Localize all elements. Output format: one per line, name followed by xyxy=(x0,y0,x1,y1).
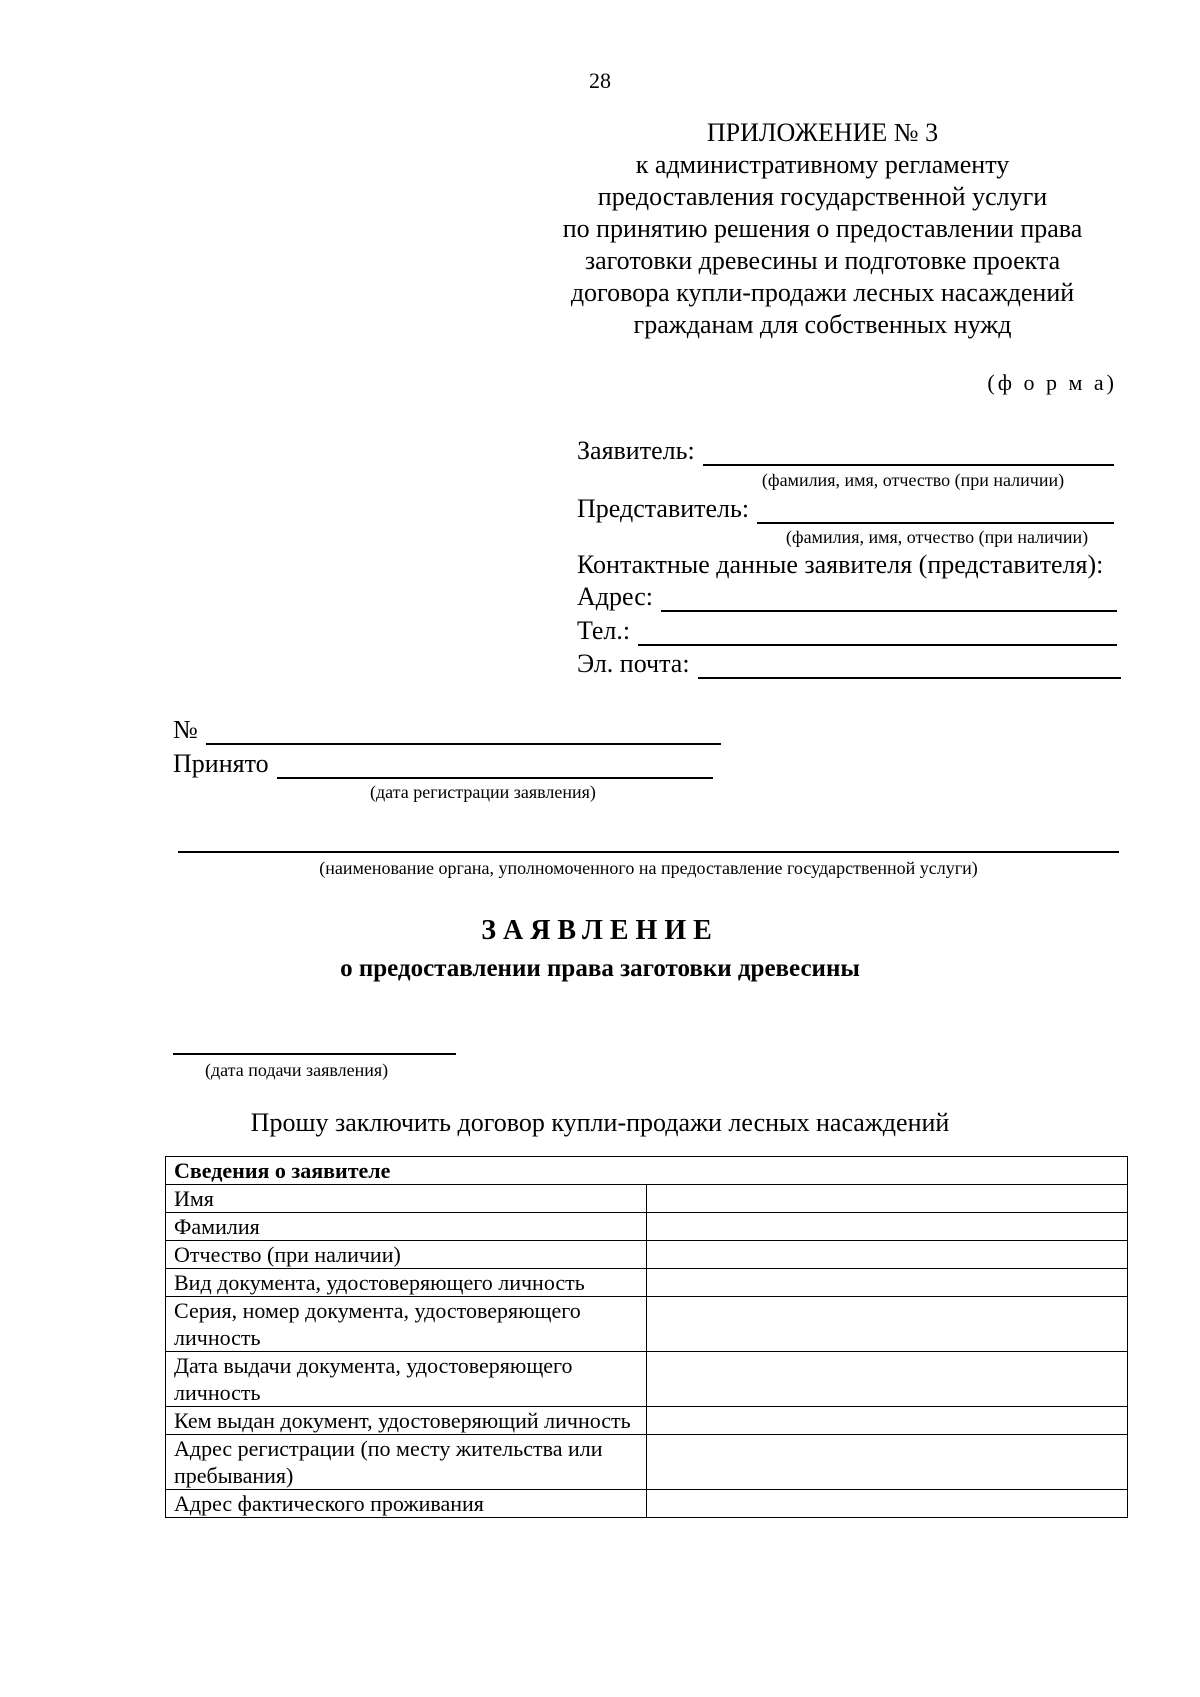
table-row xyxy=(166,1435,1128,1490)
page-number: 28 xyxy=(589,68,611,93)
phone-label: Тел.: xyxy=(577,616,631,645)
appendix-line: по принятию решения о предоставлении права xyxy=(562,214,1083,243)
table-row xyxy=(166,1297,1128,1352)
row-value-actual-address[interactable] xyxy=(647,1490,1128,1518)
row-value-id-issuer[interactable] xyxy=(647,1407,1128,1435)
phone-field[interactable] xyxy=(577,616,1117,646)
number-sign: № xyxy=(173,715,198,744)
accepted-label: Принято xyxy=(173,749,269,778)
appendix-line: договора купли-продажи лесных насаждений xyxy=(570,278,1075,307)
representative-field[interactable] xyxy=(577,494,1114,524)
row-value-first-name[interactable] xyxy=(647,1185,1128,1213)
row-label-first-name: Имя xyxy=(166,1185,647,1213)
request-text: Прошу заключить договор купли-продажи лесных насаждений xyxy=(250,1108,950,1137)
appendix-line: предоставления государственной услуги xyxy=(597,182,1048,211)
authority-hint: (наименование органа, уполномоченного на предоставление государственной услуги) xyxy=(319,858,978,878)
address-line[interactable] xyxy=(661,584,1117,612)
email-field[interactable] xyxy=(577,649,1121,679)
registration-number-line[interactable] xyxy=(206,717,721,745)
row-label-patronymic: Отчество (при наличии) xyxy=(166,1241,647,1269)
appendix-line: к административному регламенту xyxy=(635,150,1010,179)
table-header-row xyxy=(166,1157,1128,1185)
registration-date-hint: (дата регистрации заявления) xyxy=(370,782,596,802)
form-mark: (ф о р м а) xyxy=(987,370,1117,395)
row-label-actual-address: Адрес фактического проживания xyxy=(166,1490,647,1518)
appendix-line: заготовки древесины и подготовке проекта xyxy=(584,246,1061,275)
representative-label: Представитель: xyxy=(577,494,750,523)
row-value-registration-address[interactable] xyxy=(647,1435,1128,1490)
table-row xyxy=(166,1407,1128,1435)
table-row xyxy=(166,1185,1128,1213)
submission-date-line[interactable] xyxy=(173,1053,456,1055)
applicant-label: Заявитель: xyxy=(577,436,695,465)
table-row xyxy=(166,1269,1128,1297)
document-subtitle: о предоставлении права заготовки древесины xyxy=(340,955,860,982)
table-row xyxy=(166,1213,1128,1241)
row-value-id-type[interactable] xyxy=(647,1269,1128,1297)
accepted-line[interactable] xyxy=(277,751,713,779)
row-value-patronymic[interactable] xyxy=(647,1241,1128,1269)
row-value-id-issue-date[interactable] xyxy=(647,1352,1128,1407)
address-field[interactable] xyxy=(577,582,1117,612)
submission-date-hint: (дата подачи заявления) xyxy=(205,1060,389,1080)
applicant-info-table xyxy=(165,1156,1128,1518)
applicant-line[interactable] xyxy=(703,438,1114,466)
table-row xyxy=(166,1352,1128,1407)
table-header: Сведения о заявителе xyxy=(166,1157,1128,1185)
row-label-last-name: Фамилия xyxy=(166,1213,647,1241)
appendix-heading xyxy=(540,117,1105,341)
row-label-id-issuer: Кем выдан документ, удостоверяющий личность xyxy=(166,1407,647,1435)
email-label: Эл. почта: xyxy=(577,649,690,678)
contacts-label: Контактные данные заявителя (представителя): xyxy=(577,550,1104,579)
applicant-field[interactable] xyxy=(577,436,1114,466)
row-label-registration-address: Адрес регистрации (по месту жительства или пребывания) xyxy=(166,1435,647,1490)
row-label-id-type: Вид документа, удостоверяющего личность xyxy=(166,1269,647,1297)
document-title: ЗАЯВЛЕНИЕ xyxy=(481,915,719,946)
row-label-id-issue-date: Дата выдачи документа, удостоверяющего личность xyxy=(166,1352,647,1407)
appendix-line: гражданам для собственных нужд xyxy=(633,310,1012,339)
row-label-id-number: Серия, номер документа, удостоверяющего личность xyxy=(166,1297,647,1352)
row-value-last-name[interactable] xyxy=(647,1213,1128,1241)
registration-number-field[interactable] xyxy=(173,715,721,745)
table-row xyxy=(166,1490,1128,1518)
phone-line[interactable] xyxy=(638,618,1117,646)
row-value-id-number[interactable] xyxy=(647,1297,1128,1352)
accepted-field[interactable] xyxy=(173,749,713,779)
representative-line[interactable] xyxy=(757,496,1114,524)
authority-line[interactable] xyxy=(178,851,1119,853)
address-label: Адрес: xyxy=(577,582,653,611)
applicant-hint: (фамилия, имя, отчество (при наличии) xyxy=(761,470,1065,490)
email-line[interactable] xyxy=(698,651,1121,679)
representative-hint: (фамилия, имя, отчество (при наличии) xyxy=(785,527,1089,547)
appendix-line: ПРИЛОЖЕНИЕ № 3 xyxy=(706,118,939,147)
table-row xyxy=(166,1241,1128,1269)
